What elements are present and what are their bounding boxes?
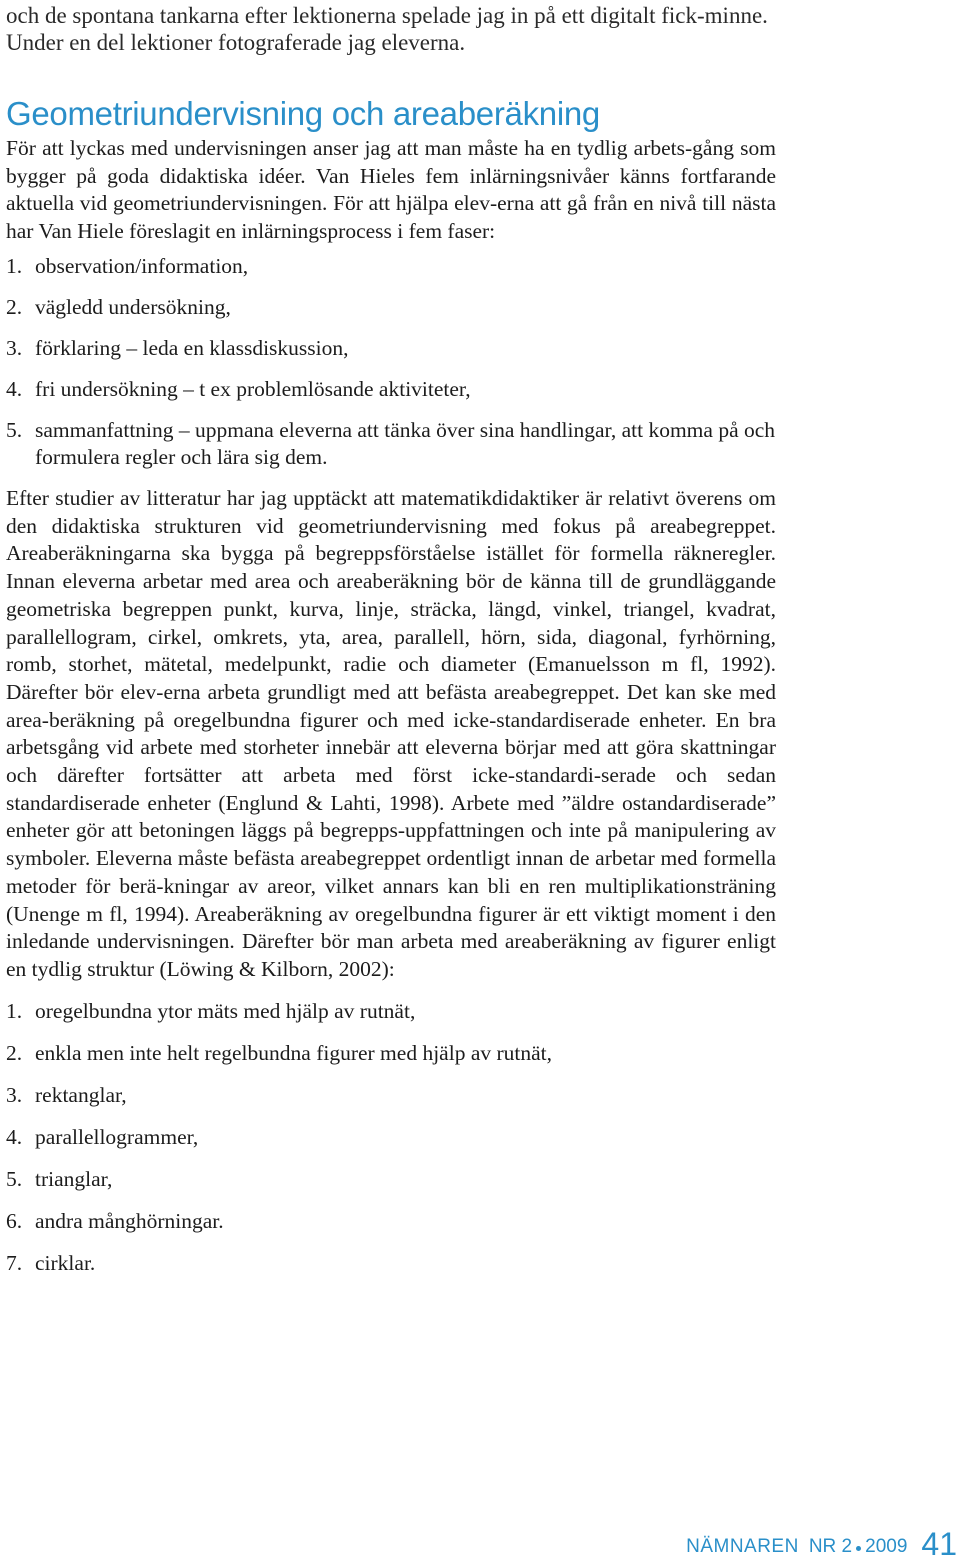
list-item: [6, 998, 776, 1025]
issue-number: NR 2: [808, 1536, 853, 1557]
body-paragraph-2: Efter studier av litteratur har jag upptäckt att matematikdidaktiker är relativt överens om den didaktiska strukturen vid geometriundervisning med fokus på areabegreppet. Areaberäkningarna ska bygga på begreppsförståelse istället för formella räkneregler. Innan eleverna arbetar med area och areaberäkning bör de känna till de grundläggande geometriska begreppen punkt, kurva, linje, sträcka, längd, vinkel, triangel, kvadrat, parallellogram, cirkel, omkrets, yta, area, parallell, hörn, sida, diagonal, fyrhörning, romb, storhet, mätetal, medelpunkt, radie och diameter (Emanuelsson m fl, 1992). Därefter bör elev-erna arbeta grundligt med att befästa areabegreppet. Det kan ske med area-beräkning på oregelbundna figurer och med icke-standardiserade enheter. En bra arbetsgång vid arbete med storheter innebär att eleverna börjar med att göra skattningar och därefter fortsätter att arbeta med först icke-standardi-serade och sedan standardiserade enheter (Englund & Lahti, 1998). Arbete med ”äldre ostandardiserade” enheter gör att betoningen läggs på begrepps-uppfattningen och inte på manipulering av symboler. Eleverna måste befästa areabegreppet ordentligt innan de arbetar med formella metoder för berä-kningar av areor, vilket annars kan bli en ren multiplikationsträning (Unenge m fl, 1994). Areaberäkning av oregelbundna figurer är ett viktigt moment i den inledande undervisningen. Därefter bör man arbeta med areaberäkning av figurer enligt en tydlig struktur (Löwing & Kilborn, 2002):: [6, 486, 776, 981]
list-number: 3.: [6, 1082, 23, 1107]
list-text: parallellogrammer,: [35, 1124, 199, 1149]
list-number: 1.: [6, 254, 23, 278]
list-number: 5.: [6, 1166, 23, 1191]
phase-list: [6, 253, 776, 471]
list-item: [6, 1166, 776, 1193]
list-item: [6, 1082, 776, 1109]
list-number: 1.: [6, 998, 23, 1023]
list-number: 3.: [6, 336, 23, 360]
list-item: [6, 376, 776, 403]
bullet-dot-icon: [856, 1546, 861, 1551]
list-text: trianglar,: [35, 1166, 113, 1191]
shape-list: [6, 998, 776, 1277]
list-text: oregelbundna ytor mäts med hjälp av rutnät,: [35, 998, 416, 1023]
list-item: [6, 253, 776, 280]
list-text: fri undersökning – t ex problemlösande aktiviteter,: [35, 377, 471, 401]
body-paragraph-1: För att lyckas med undervisningen anser jag att man måste ha en tydlig arbets-gång som bygger på goda didaktiska idéer. Van Hieles fem inlärningsnivåer känns fortfarande aktuella vid geometriundervisningen. För att hjälpa elev-erna att gå från en nivå till nästa har Van Hiele föreslagit en inlärningsprocess i fem faser:: [6, 136, 776, 243]
list-text: förklaring – leda en klassdiskussion,: [35, 336, 349, 360]
issue-year: 2009: [865, 1536, 908, 1557]
list-item: [6, 417, 776, 471]
list-number: 6.: [6, 1208, 23, 1233]
list-item: [6, 1040, 776, 1067]
list-text: sammanfattning – uppmana eleverna att tänka över sina handlingar, att komma på och formulera regler och lära sig dem.: [35, 418, 776, 469]
page-number: 41: [921, 1526, 957, 1562]
list-number: 2.: [6, 1040, 23, 1065]
list-item: [6, 1124, 776, 1151]
list-number: 4.: [6, 377, 23, 401]
intro-paragraph: och de spontana tankarna efter lektionerna spelade jag in på ett digitalt fick-minne. Under en del lektioner fotograferade jag eleverna.: [6, 3, 768, 55]
list-number: 4.: [6, 1124, 23, 1149]
list-text: enkla men inte helt regelbundna figurer med hjälp av rutnät,: [35, 1040, 553, 1065]
list-number: 5.: [6, 418, 23, 442]
list-text: rektanglar,: [35, 1082, 127, 1107]
article-page: [6, 0, 776, 1292]
list-text: vägledd undersökning,: [35, 295, 231, 319]
list-number: 2.: [6, 295, 23, 319]
list-item: [6, 1250, 776, 1277]
list-text: observation/information,: [35, 254, 249, 278]
magazine-name: NÄMNAREN: [686, 1536, 799, 1557]
list-item: [6, 335, 776, 362]
list-item: [6, 1208, 776, 1235]
section-heading: Geometriundervisning och areaberäkning: [6, 95, 600, 132]
list-item: [6, 294, 776, 321]
list-number: 7.: [6, 1250, 23, 1275]
list-text: cirklar.: [35, 1250, 96, 1275]
page-footer: [686, 1522, 960, 1562]
list-text: andra månghörningar.: [35, 1208, 224, 1233]
